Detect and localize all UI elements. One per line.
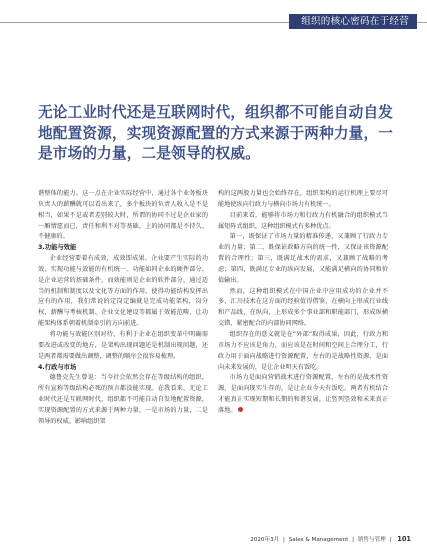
footer-separator: | (389, 537, 392, 543)
paragraph-text: 市场力是面向营销战术进行资源配置，左右的是战术性资源，是面向现实生存的，是让企业今天有饭吃。两者有机结合才能真正实现短期和长期的和谐发展，让竖列竖效和未来真正落地。 (218, 374, 388, 414)
footer-separator: | (352, 537, 355, 543)
section-heading (38, 243, 208, 254)
paragraph-text: 然而，这种组织模式在中国企业中应用成功的企业并不多，汇川技术在这方面的经验值得借鉴，在横向上形成行业线和产品线，在纵向，上形成多个事业部和职能部门，形成纵横交错、紧密配合的内部协同网络。 (218, 287, 388, 328)
footer-separator: | (283, 537, 285, 543)
page-footer (250, 535, 411, 544)
left-column (38, 189, 208, 428)
page-header (0, 0, 427, 44)
paragraph (38, 254, 208, 330)
heading-text: 4.行政与市场 (38, 363, 77, 371)
paragraph-text: 第一，既保证了市场力量的精准传递，又兼顾了行政力专业的力量；第二，既保证政略方向的统一性，又保证该资源配置的合理性；第三，既满足战术的需求，又兼顾了战略的考虑；第四，既满足专业的纵向发展，又能满足横向的协同和价值输出。 (218, 233, 388, 284)
paragraph-text: 目前来看，能够将市场力和行政力有机融合的组织模式当属矩阵式组织，这种组织模式有多种优点。 (218, 211, 388, 230)
paragraph-text: 构的这两股力量也会始终存在，组织架构的运行机理上要尽可能地使纵向行政力与横向市场力有机统一。 (218, 190, 388, 208)
end-mark-icon (238, 407, 243, 412)
paragraph (218, 287, 388, 330)
footer-magazine-cn: 销售与管理 (357, 537, 386, 543)
article-headline: 无论工业时代还是互联网时代，组织都不可能自动自发地配置资源，实现资源配置的方式来源于两种力量，一是市场的力量，二是领导的权威。 (38, 104, 394, 162)
paragraph (218, 373, 388, 416)
paragraph-text: 将功能与效能区别对待，有利于企业在组织变革中明确需要改进或改变的地方，是架构出现问题还是机制出现问题，还是两者都需要做出调整，调整的顺序会很容易梳理。 (38, 330, 208, 360)
paragraph-text: 德鲁克先生曾说：当今社会依然会存在等级结构的组织，所有宣称等级结构必死的预言都没能实现。在我看来，无论工业时代还是互联网时代，组织都不可能自动自发地配置资源，实现资源配置的方式来源于两种力量，一是市场的力量，二是领导的权威。影响组织架 (38, 374, 208, 425)
paragraph (38, 373, 208, 427)
paragraph-text: 组织存在的意义就是在“外部”取得成果，因此，行政力和市场力不应该是角力，而应该是在时间和空间上合理分工，行政力用于面向战略进行资源配置，左右的是战略性资源，是面向未来发展的，是让企业明天有饭吃。 (218, 330, 388, 371)
paragraph (218, 232, 388, 286)
section-heading (38, 363, 208, 374)
paragraph-text: 企业经营要着有成效，成效即成果、企业要产生实际的功效，实现功能与效能的有机统一。功能如同企业的硬件部分，是企业运营的基础条件，而效能则是企业的软件部分，通过适当的机制和制度以及文化等方面的作用，使得功能结构发挥出应有的作用，我们常说的定岗定编就是完成功能架构，岗分权、薪酬与考核机制、企业文化建设等都属于效能范畴，让功能架构体系朝着机制牵引的方向前进。 (38, 255, 208, 328)
footer-date: 2020年3月 (250, 537, 280, 543)
section-title: 组织的核心密码在于经营 (289, 14, 417, 29)
right-column (218, 189, 388, 417)
footer-magazine: Sales & Management (288, 537, 349, 543)
paragraph (38, 330, 208, 363)
paragraph (38, 189, 208, 243)
page-number: 101 (397, 535, 411, 543)
paragraph-text: 谐整体的能力。这一点在企业实际经营中，通过各个业务板块负责人的薪酬就可以看出来了，多个板块的负责人收入是不是相当，如果不是或者差别较大时，所谓的协同不过是企业家的一厢情愿而已，责任和利不对等基础，上的协同都是不持久、不健康的。 (38, 190, 208, 241)
paragraph (218, 330, 388, 373)
heading-text: 3.功能与效能 (38, 244, 77, 252)
paragraph (218, 211, 388, 233)
paragraph (218, 189, 388, 211)
